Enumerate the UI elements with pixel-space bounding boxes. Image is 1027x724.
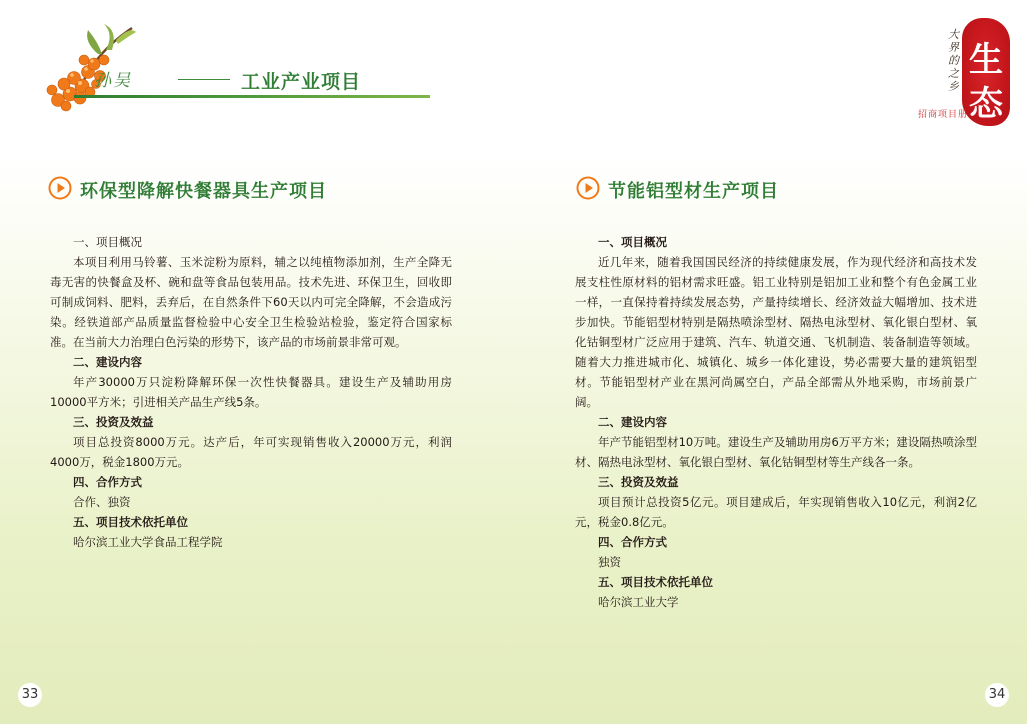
section-heading: 五、项目技术依托单位 [73, 515, 188, 529]
header-dash [178, 79, 230, 80]
section-heading: 三、投资及效益 [598, 475, 679, 489]
left-section-body [50, 232, 452, 552]
paragraph: 年产节能铝型材10万吨。建设生产及辅助用房6万平方米；建设隔热喷涂型材、隔热电泳型材、氧化银白型材、氧化钴铜型材等生产线各一条。 [575, 435, 977, 469]
paragraph: 项目总投资8000万元。达产后，年可实现销售收入20000万元，利润4000万，税金1800万元。 [50, 435, 452, 469]
play-circle-icon [576, 176, 600, 200]
section-heading: 五、项目技术依托单位 [598, 575, 713, 589]
page-number-left: 33 [18, 683, 42, 707]
paragraph: 独资 [598, 555, 621, 569]
header-script-text: 孙吴 [94, 71, 132, 91]
page-number-right: 34 [985, 683, 1009, 707]
play-circle-icon [48, 176, 72, 200]
paragraph: 哈尔滨工业大学食品工程学院 [73, 535, 223, 549]
seal-vertical-text: 大界的之乡 [948, 28, 959, 93]
section-heading: 三、投资及效益 [73, 415, 154, 429]
section-heading: 一、项目概况 [73, 235, 142, 249]
seal-subtitle: 招商项目册 [918, 110, 969, 120]
seal-char-2: 态 [969, 84, 1003, 124]
paragraph: 项目预计总投资5亿元。项目建成后，年实现销售收入10亿元，利润2亿元，税金0.8亿元。 [575, 495, 977, 529]
paragraph: 合作、独资 [73, 495, 131, 509]
paragraph: 年产30000万只淀粉降解环保一次性快餐器具。建设生产及辅助用房10000平方米；引进相关产品生产线5条。 [50, 375, 452, 409]
section-heading: 四、合作方式 [598, 535, 667, 549]
section-heading: 二、建设内容 [73, 355, 142, 369]
section-heading: 一、项目概况 [598, 235, 667, 249]
right-section-title: 节能铝型材生产项目 [608, 181, 779, 202]
paragraph: 近几年来，随着我国国民经济的持续健康发展，作为现代经济和高技术发展支柱性原材料的铝材需求旺盛。铝工业特别是铝加工业和整个有色金属工业一样，一直保持着持续发展态势，产量持续增长、经济效益大幅增加、技术进步加快。节能铝型材特别是隔热喷涂型材、隔热电泳型材、氧化银白型材、氧化钴铜型材广泛应用于建筑、汽车、轨道交通、飞机制造、装备制造等领域。随着大力推进城市化、城镇化、城乡一体化建设，势必需要大量的建筑铝型材。节能铝型材产业在黑河尚属空白，产品全部需从外地采购，市场前景广阔。 [575, 255, 977, 409]
page-title: 工业产业项目 [241, 71, 362, 93]
header-divider [74, 95, 430, 98]
left-section-title: 环保型降解快餐器具生产项目 [80, 181, 327, 202]
paragraph: 本项目利用马铃薯、玉米淀粉为原料，辅之以纯植物添加剂，生产全降无毒无害的快餐盒及杯、碗和盘等食品包装用品。技术先进、环保卫生，回收即可制成饲料、肥料，丢弃后，在自然条件下60天以内可完全降解，不会造成污染。经铁道部产品质量监督检验中心安全卫生检验站检验，鉴定符合国家标准。在当前大力治理白色污染的形势下，该产品的市场前景非常可观。 [50, 255, 452, 349]
section-heading: 四、合作方式 [73, 475, 142, 489]
seal-logo [962, 18, 1010, 126]
section-heading: 二、建设内容 [598, 415, 667, 429]
seal-char-1: 生 [969, 40, 1003, 80]
right-section-body [575, 232, 977, 612]
paragraph: 哈尔滨工业大学 [598, 595, 679, 609]
